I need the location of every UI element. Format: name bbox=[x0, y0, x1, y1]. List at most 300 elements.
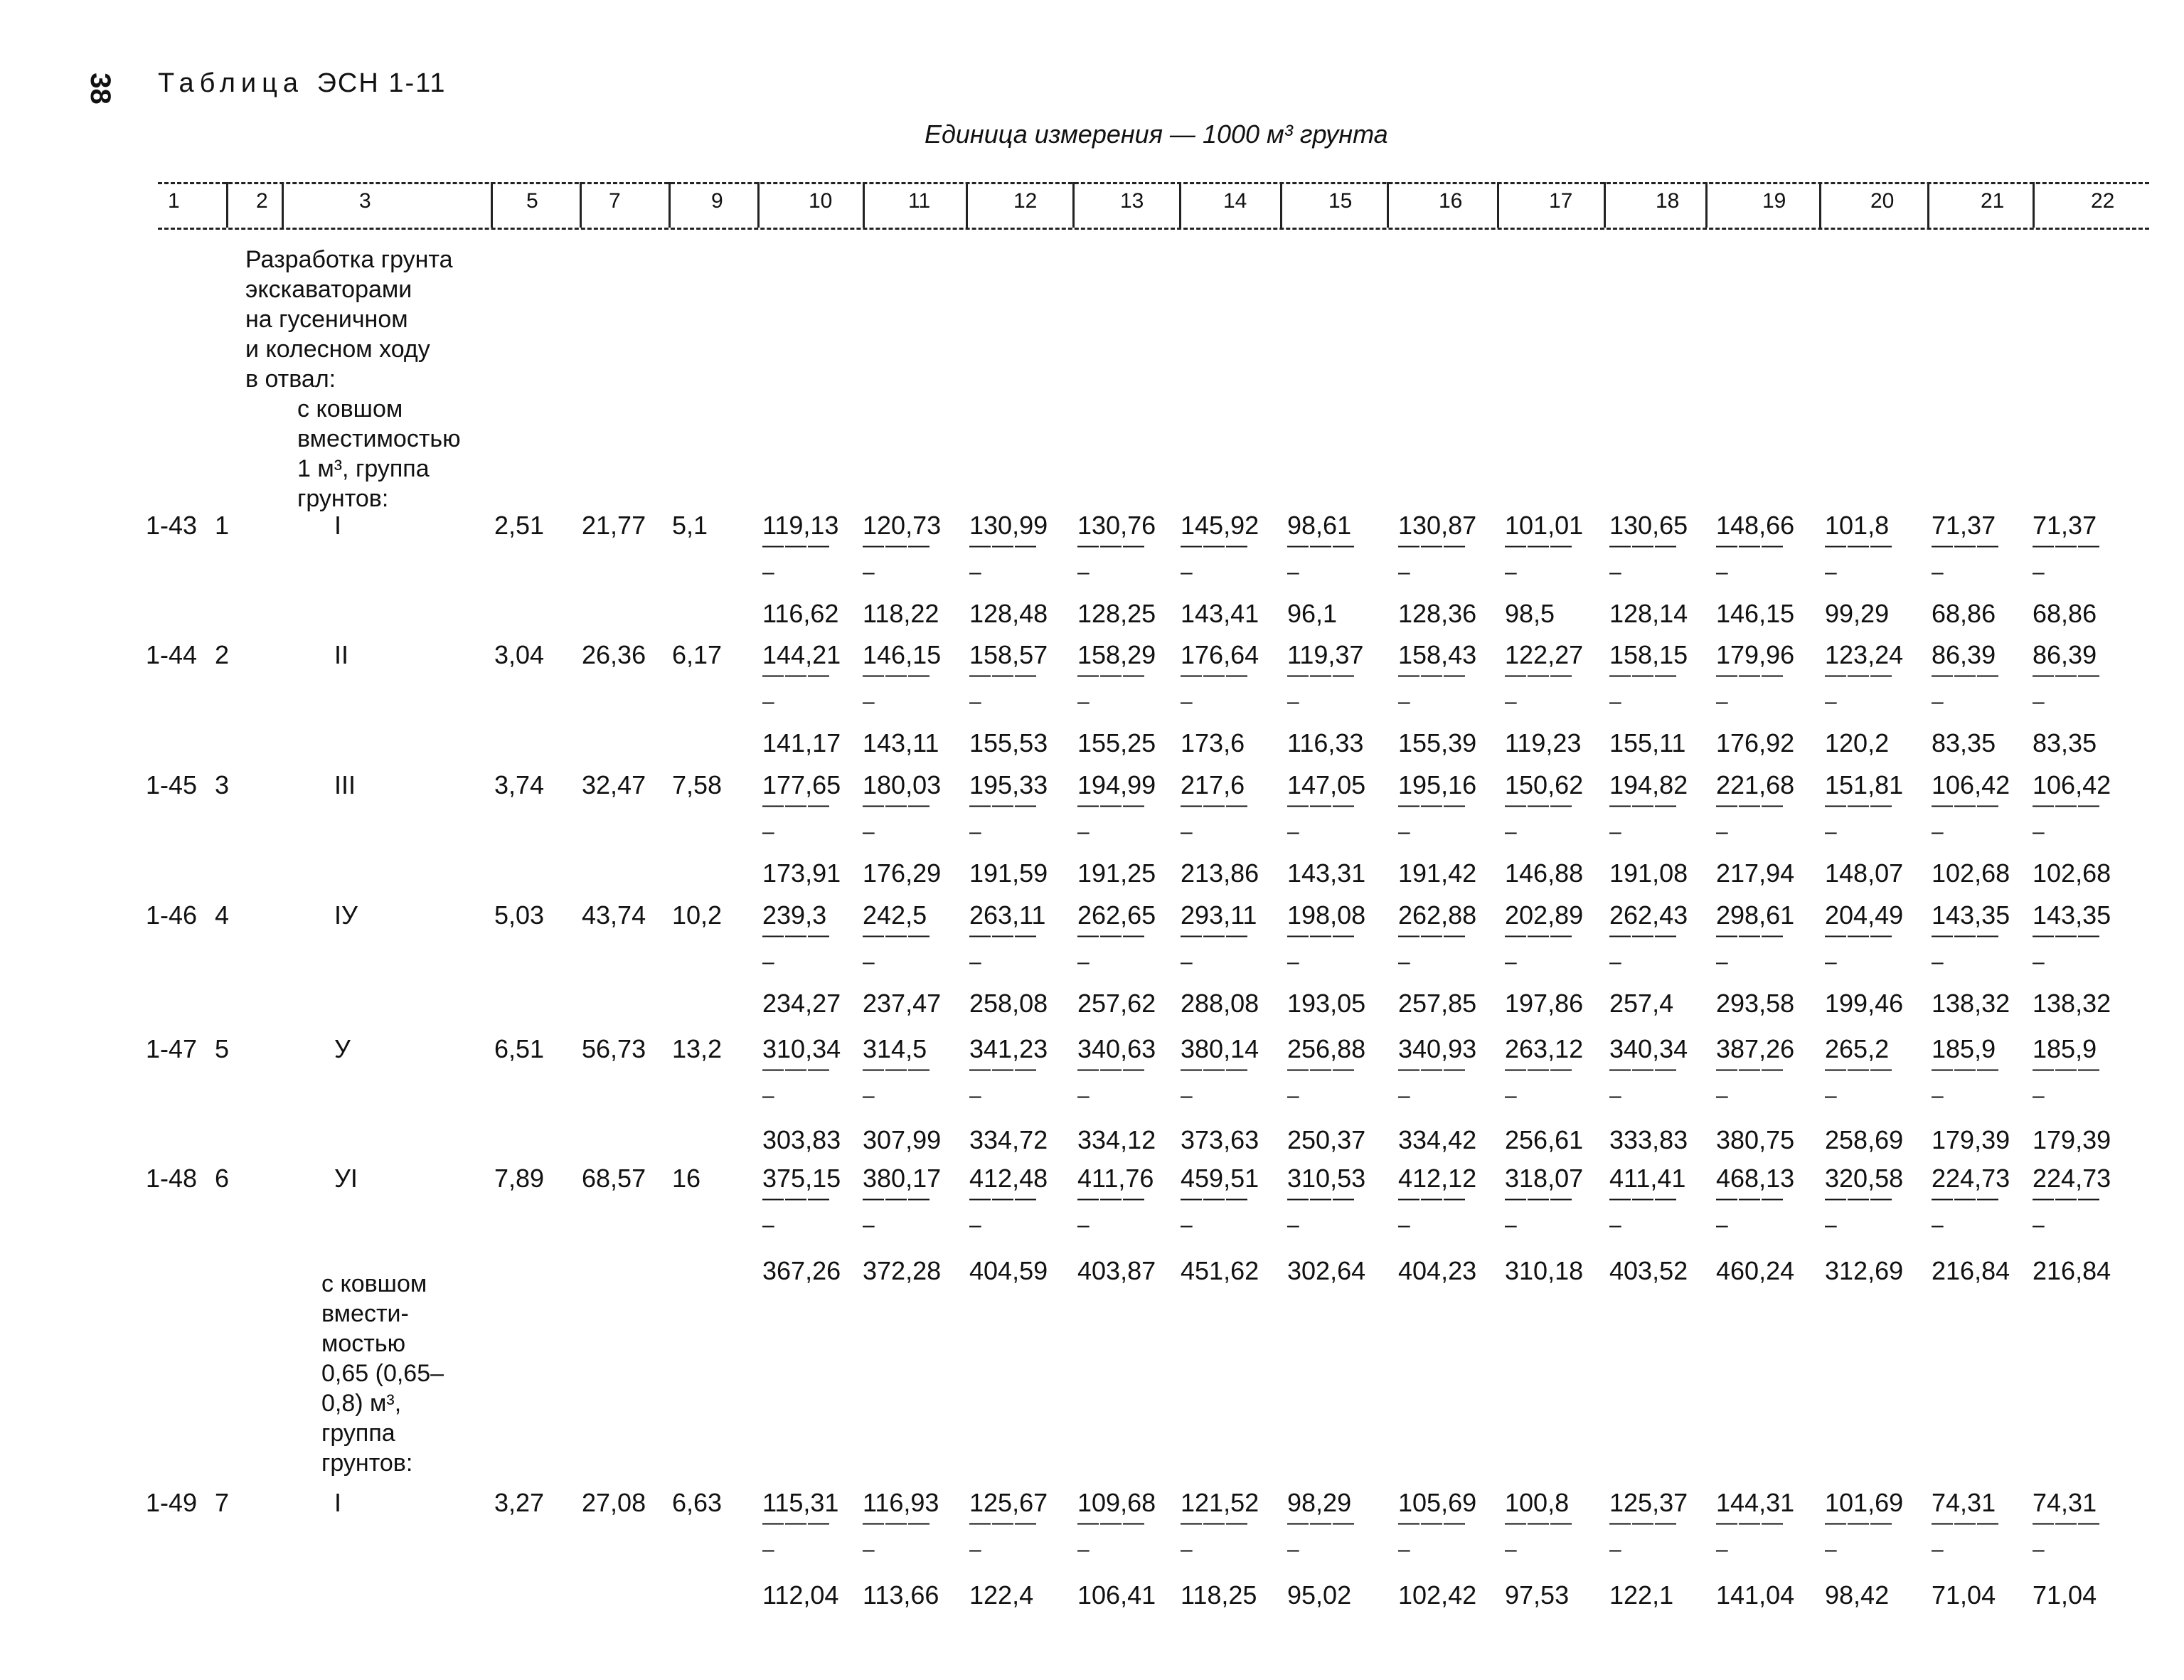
row-code: 1-46 bbox=[146, 900, 198, 930]
fraction-bar: ——— bbox=[1932, 1057, 2000, 1080]
value-numerator: 177,65 bbox=[762, 770, 841, 799]
fraction-tail: – bbox=[1287, 950, 1301, 974]
value-denominator: 173,91 bbox=[762, 858, 841, 888]
value-numerator: 265,2 bbox=[1825, 1034, 1890, 1063]
value-denominator: 302,64 bbox=[1287, 1256, 1366, 1285]
value-denominator: 143,41 bbox=[1181, 599, 1259, 628]
fraction-bar: ——— bbox=[1716, 533, 1784, 557]
description-bucket-1 bbox=[297, 394, 461, 514]
value-denominator: 122,1 bbox=[1609, 1580, 1674, 1610]
fraction-tail: – bbox=[1287, 560, 1301, 584]
fraction-bar: ——— bbox=[1077, 1057, 1146, 1080]
fraction-bar: ——— bbox=[762, 1511, 831, 1534]
fraction-tail: – bbox=[1398, 1213, 1412, 1237]
value-numerator: 125,67 bbox=[969, 1488, 1048, 1517]
row-number: 3 bbox=[215, 770, 230, 799]
row-code: 1-44 bbox=[146, 640, 198, 669]
value-numerator: 86,39 bbox=[1932, 640, 1996, 669]
fraction-tail: – bbox=[1077, 690, 1091, 713]
fraction-tail: – bbox=[1287, 1213, 1301, 1237]
description-main bbox=[245, 245, 452, 394]
header-column-divider bbox=[966, 182, 968, 228]
fraction-bar: ——— bbox=[1398, 1057, 1466, 1080]
fraction-tail: – bbox=[1077, 820, 1091, 844]
row-number: 4 bbox=[215, 900, 230, 930]
fraction-bar: ——— bbox=[1181, 1511, 1249, 1534]
value-denominator: 179,39 bbox=[1932, 1125, 2010, 1154]
fraction-bar: ——— bbox=[1825, 663, 1893, 686]
value-numerator: 387,26 bbox=[1716, 1034, 1795, 1063]
table-title bbox=[158, 68, 447, 99]
value-denominator: 97,53 bbox=[1505, 1580, 1570, 1610]
value-denominator: 216,84 bbox=[1932, 1256, 2010, 1285]
row-code: 1-43 bbox=[146, 511, 198, 540]
value-numerator: 143,35 bbox=[1932, 900, 2010, 930]
value-denominator: 68,86 bbox=[2033, 599, 2097, 628]
fraction-bar: ——— bbox=[2033, 923, 2101, 947]
description-line: и колесном ходу bbox=[245, 336, 430, 363]
fraction-bar: ——— bbox=[1932, 793, 2000, 817]
header-cell-12: 12 bbox=[1013, 189, 1038, 213]
value-denominator: 120,2 bbox=[1825, 728, 1890, 757]
fraction-bar: ——— bbox=[1181, 533, 1249, 557]
value-col-7: 43,74 bbox=[582, 900, 646, 930]
fraction-tail: – bbox=[1505, 820, 1518, 844]
value-col-5: 2,51 bbox=[494, 511, 545, 540]
header-cell-1: 1 bbox=[168, 189, 180, 213]
fraction-tail: – bbox=[1181, 820, 1194, 844]
value-denominator: 334,12 bbox=[1077, 1125, 1156, 1154]
value-numerator: 411,41 bbox=[1609, 1164, 1686, 1193]
fraction-bar: ——— bbox=[1077, 793, 1146, 817]
fraction-tail: – bbox=[1609, 950, 1623, 974]
header-cell-3: 3 bbox=[359, 189, 371, 213]
header-bottom-rule bbox=[158, 228, 2149, 230]
fraction-bar: ——— bbox=[2033, 793, 2101, 817]
value-numerator: 158,29 bbox=[1077, 640, 1156, 669]
value-numerator: 224,73 bbox=[2033, 1164, 2111, 1193]
value-numerator: 98,29 bbox=[1287, 1488, 1352, 1517]
value-numerator: 256,88 bbox=[1287, 1034, 1366, 1063]
value-denominator: 102,42 bbox=[1398, 1580, 1477, 1610]
description-bucket-065 bbox=[321, 1269, 444, 1478]
fraction-tail: – bbox=[2033, 820, 2046, 844]
value-denominator: 146,15 bbox=[1716, 599, 1795, 628]
fraction-tail: – bbox=[863, 820, 876, 844]
fraction-tail: – bbox=[1825, 1084, 1838, 1107]
fraction-bar: ——— bbox=[1505, 663, 1573, 686]
fraction-tail: – bbox=[1609, 1213, 1623, 1237]
value-denominator: 141,04 bbox=[1716, 1580, 1795, 1610]
header-column-divider bbox=[1387, 182, 1389, 228]
value-denominator: 128,14 bbox=[1609, 599, 1688, 628]
fraction-tail: – bbox=[1077, 950, 1091, 974]
fraction-tail: – bbox=[1609, 690, 1623, 713]
value-numerator: 121,52 bbox=[1181, 1488, 1259, 1517]
page-number: 38 bbox=[84, 73, 116, 105]
fraction-tail: – bbox=[1505, 1213, 1518, 1237]
fraction-bar: ——— bbox=[1505, 1511, 1573, 1534]
soil-group: III bbox=[334, 770, 356, 799]
fraction-tail: – bbox=[1609, 1084, 1623, 1107]
fraction-bar: ——— bbox=[1505, 533, 1573, 557]
value-numerator: 74,31 bbox=[1932, 1488, 1996, 1517]
value-denominator: 176,29 bbox=[863, 858, 942, 888]
value-numerator: 185,9 bbox=[2033, 1034, 2097, 1063]
soil-group: У bbox=[334, 1034, 351, 1063]
fraction-bar: ——— bbox=[762, 1057, 831, 1080]
header-column-divider bbox=[668, 182, 671, 228]
fraction-bar: ——— bbox=[1825, 1186, 1893, 1210]
fraction-tail: – bbox=[863, 1213, 876, 1237]
fraction-tail: – bbox=[1077, 1084, 1091, 1107]
header-column-divider bbox=[1604, 182, 1606, 228]
fraction-tail: – bbox=[1077, 1538, 1091, 1561]
header-column-divider bbox=[1497, 182, 1499, 228]
unit-line: Единица измерения — 1000 м³ грунта bbox=[925, 119, 1388, 149]
fraction-bar: ——— bbox=[762, 923, 831, 947]
header-column-divider bbox=[491, 182, 493, 228]
description-line: грунтов: bbox=[297, 485, 389, 512]
value-denominator: 173,6 bbox=[1181, 728, 1245, 757]
description-line: вмести- bbox=[321, 1300, 409, 1327]
value-denominator: 122,4 bbox=[969, 1580, 1034, 1610]
fraction-tail: – bbox=[1181, 1213, 1194, 1237]
header-cell-15: 15 bbox=[1328, 189, 1353, 213]
fraction-bar: ——— bbox=[2033, 1511, 2101, 1534]
value-numerator: 310,34 bbox=[762, 1034, 841, 1063]
value-denominator: 213,86 bbox=[1181, 858, 1259, 888]
value-numerator: 459,51 bbox=[1181, 1164, 1259, 1193]
fraction-bar: ——— bbox=[1825, 533, 1893, 557]
value-numerator: 194,82 bbox=[1609, 770, 1688, 799]
fraction-bar: ——— bbox=[863, 793, 931, 817]
value-numerator: 122,27 bbox=[1505, 640, 1584, 669]
value-denominator: 155,39 bbox=[1398, 728, 1477, 757]
value-col-5: 7,89 bbox=[494, 1164, 545, 1193]
value-numerator: 262,88 bbox=[1398, 900, 1477, 930]
value-numerator: 120,73 bbox=[863, 511, 942, 540]
fraction-bar: ——— bbox=[1287, 923, 1355, 947]
value-denominator: 191,25 bbox=[1077, 858, 1156, 888]
value-numerator: 146,15 bbox=[863, 640, 942, 669]
value-numerator: 263,11 bbox=[969, 900, 1046, 930]
fraction-tail: – bbox=[1398, 1084, 1412, 1107]
value-denominator: 293,58 bbox=[1716, 989, 1795, 1018]
value-denominator: 334,72 bbox=[969, 1125, 1048, 1154]
value-numerator: 130,65 bbox=[1609, 511, 1688, 540]
header-column-divider bbox=[2033, 182, 2035, 228]
description-line: с ковшом bbox=[297, 395, 403, 422]
value-denominator: 98,5 bbox=[1505, 599, 1555, 628]
value-denominator: 234,27 bbox=[762, 989, 841, 1018]
value-denominator: 333,83 bbox=[1609, 1125, 1688, 1154]
fraction-bar: ——— bbox=[1609, 1057, 1678, 1080]
value-numerator: 195,33 bbox=[969, 770, 1048, 799]
fraction-tail: – bbox=[1825, 820, 1838, 844]
value-numerator: 100,8 bbox=[1505, 1488, 1570, 1517]
fraction-tail: – bbox=[1932, 1538, 1945, 1561]
fraction-tail: – bbox=[1825, 1538, 1838, 1561]
header-column-divider bbox=[1705, 182, 1708, 228]
value-denominator: 106,41 bbox=[1077, 1580, 1156, 1610]
fraction-tail: – bbox=[1181, 560, 1194, 584]
value-denominator: 256,61 bbox=[1505, 1125, 1584, 1154]
header-cell-9: 9 bbox=[711, 189, 723, 213]
value-numerator: 71,37 bbox=[1932, 511, 1996, 540]
value-numerator: 147,05 bbox=[1287, 770, 1366, 799]
fraction-bar: ——— bbox=[1716, 793, 1784, 817]
fraction-bar: ——— bbox=[762, 793, 831, 817]
fraction-tail: – bbox=[1825, 1213, 1838, 1237]
fraction-bar: ——— bbox=[762, 1186, 831, 1210]
value-denominator: 404,59 bbox=[969, 1256, 1048, 1285]
row-number: 1 bbox=[215, 511, 230, 540]
value-numerator: 185,9 bbox=[1932, 1034, 1996, 1063]
value-numerator: 176,64 bbox=[1181, 640, 1259, 669]
value-denominator: 112,04 bbox=[762, 1580, 839, 1610]
header-cell-5: 5 bbox=[526, 189, 538, 213]
value-numerator: 293,11 bbox=[1181, 900, 1257, 930]
header-column-divider bbox=[1280, 182, 1282, 228]
value-denominator: 373,63 bbox=[1181, 1125, 1259, 1154]
value-denominator: 155,11 bbox=[1609, 728, 1686, 757]
fraction-tail: – bbox=[1825, 950, 1838, 974]
description-line: 0,8) м³, bbox=[321, 1390, 402, 1417]
value-numerator: 101,69 bbox=[1825, 1488, 1904, 1517]
fraction-bar: ——— bbox=[1932, 533, 2000, 557]
fraction-tail: – bbox=[2033, 1538, 2046, 1561]
value-denominator: 113,66 bbox=[863, 1580, 939, 1610]
value-denominator: 99,29 bbox=[1825, 599, 1890, 628]
value-numerator: 148,66 bbox=[1716, 511, 1795, 540]
row-number: 7 bbox=[215, 1488, 230, 1517]
fraction-bar: ——— bbox=[969, 1186, 1038, 1210]
row-code: 1-48 bbox=[146, 1164, 198, 1193]
description-line: вместимостью bbox=[297, 425, 461, 452]
value-numerator: 145,92 bbox=[1181, 511, 1259, 540]
fraction-tail: – bbox=[1716, 950, 1730, 974]
value-numerator: 106,42 bbox=[2033, 770, 2111, 799]
header-column-divider bbox=[1819, 182, 1821, 228]
header-top-rule bbox=[158, 182, 2149, 184]
value-numerator: 143,35 bbox=[2033, 900, 2111, 930]
fraction-bar: ——— bbox=[969, 533, 1038, 557]
value-denominator: 217,94 bbox=[1716, 858, 1795, 888]
value-denominator: 155,53 bbox=[969, 728, 1048, 757]
fraction-bar: ——— bbox=[1077, 533, 1146, 557]
value-col-7: 26,36 bbox=[582, 640, 646, 669]
value-col-5: 6,51 bbox=[494, 1034, 545, 1063]
header-cell-11: 11 bbox=[908, 189, 931, 213]
value-denominator: 451,62 bbox=[1181, 1256, 1259, 1285]
value-denominator: 146,88 bbox=[1505, 858, 1584, 888]
fraction-tail: – bbox=[863, 1538, 876, 1561]
fraction-bar: ——— bbox=[863, 663, 931, 686]
value-denominator: 119,23 bbox=[1505, 728, 1582, 757]
fraction-tail: – bbox=[2033, 1213, 2046, 1237]
value-denominator: 334,42 bbox=[1398, 1125, 1477, 1154]
value-denominator: 460,24 bbox=[1716, 1256, 1795, 1285]
value-denominator: 193,05 bbox=[1287, 989, 1366, 1018]
fraction-tail: – bbox=[1609, 1538, 1623, 1561]
value-numerator: 242,5 bbox=[863, 900, 927, 930]
value-denominator: 257,62 bbox=[1077, 989, 1156, 1018]
fraction-bar: ——— bbox=[863, 1057, 931, 1080]
fraction-bar: ——— bbox=[1287, 1186, 1355, 1210]
fraction-bar: ——— bbox=[762, 663, 831, 686]
fraction-tail: – bbox=[1609, 560, 1623, 584]
value-denominator: 403,87 bbox=[1077, 1256, 1156, 1285]
fraction-bar: ——— bbox=[1077, 663, 1146, 686]
fraction-tail: – bbox=[1932, 1084, 1945, 1107]
value-numerator: 130,76 bbox=[1077, 511, 1156, 540]
fraction-bar: ——— bbox=[1505, 1057, 1573, 1080]
value-denominator: 71,04 bbox=[2033, 1580, 2097, 1610]
value-denominator: 303,83 bbox=[762, 1125, 841, 1154]
value-numerator: 202,89 bbox=[1505, 900, 1584, 930]
fraction-bar: ——— bbox=[1505, 923, 1573, 947]
fraction-bar: ——— bbox=[863, 533, 931, 557]
value-numerator: 144,31 bbox=[1716, 1488, 1795, 1517]
value-numerator: 106,42 bbox=[1932, 770, 2010, 799]
fraction-tail: – bbox=[762, 690, 776, 713]
value-numerator: 340,63 bbox=[1077, 1034, 1156, 1063]
value-denominator: 118,25 bbox=[1181, 1580, 1257, 1610]
value-denominator: 138,32 bbox=[1932, 989, 2010, 1018]
value-col-5: 3,04 bbox=[494, 640, 545, 669]
value-numerator: 158,43 bbox=[1398, 640, 1477, 669]
value-denominator: 116,62 bbox=[762, 599, 839, 628]
value-denominator: 250,37 bbox=[1287, 1125, 1366, 1154]
value-col-5: 5,03 bbox=[494, 900, 545, 930]
header-column-divider bbox=[1072, 182, 1075, 228]
description-line: мостью bbox=[321, 1330, 406, 1357]
value-numerator: 380,14 bbox=[1181, 1034, 1259, 1063]
value-numerator: 86,39 bbox=[2033, 640, 2097, 669]
value-numerator: 179,96 bbox=[1716, 640, 1795, 669]
value-numerator: 198,08 bbox=[1287, 900, 1366, 930]
value-denominator: 98,42 bbox=[1825, 1580, 1890, 1610]
value-numerator: 221,68 bbox=[1716, 770, 1795, 799]
value-denominator: 102,68 bbox=[1932, 858, 2010, 888]
fraction-tail: – bbox=[969, 1538, 983, 1561]
fraction-bar: ——— bbox=[1825, 923, 1893, 947]
value-denominator: 138,32 bbox=[2033, 989, 2111, 1018]
value-denominator: 128,25 bbox=[1077, 599, 1156, 628]
fraction-tail: – bbox=[1932, 1213, 1945, 1237]
header-cell-16: 16 bbox=[1439, 189, 1463, 213]
table-title-word: Таблица bbox=[158, 68, 304, 98]
fraction-bar: ——— bbox=[1609, 533, 1678, 557]
value-col-9: 6,17 bbox=[672, 640, 723, 669]
description-line: в отвал: bbox=[245, 366, 336, 393]
value-numerator: 314,5 bbox=[863, 1034, 927, 1063]
value-col-9: 5,1 bbox=[672, 511, 708, 540]
fraction-bar: ——— bbox=[1398, 923, 1466, 947]
fraction-tail: – bbox=[863, 950, 876, 974]
fraction-bar: ——— bbox=[1181, 663, 1249, 686]
fraction-tail: – bbox=[1716, 690, 1730, 713]
fraction-bar: ——— bbox=[1825, 793, 1893, 817]
fraction-tail: – bbox=[2033, 560, 2046, 584]
description-line: 0,65 (0,65– bbox=[321, 1360, 444, 1387]
value-denominator: 148,07 bbox=[1825, 858, 1904, 888]
fraction-tail: – bbox=[1398, 1538, 1412, 1561]
row-code: 1-49 bbox=[146, 1488, 198, 1517]
header-cell-21: 21 bbox=[1981, 189, 2005, 213]
value-denominator: 143,31 bbox=[1287, 858, 1366, 888]
fraction-tail: – bbox=[969, 1084, 983, 1107]
fraction-bar: ——— bbox=[969, 1511, 1038, 1534]
value-numerator: 341,23 bbox=[969, 1034, 1048, 1063]
fraction-bar: ——— bbox=[863, 923, 931, 947]
fraction-tail: – bbox=[1825, 560, 1838, 584]
fraction-tail: – bbox=[1398, 820, 1412, 844]
value-denominator: 96,1 bbox=[1287, 599, 1338, 628]
value-denominator: 83,35 bbox=[2033, 728, 2097, 757]
value-denominator: 179,39 bbox=[2033, 1125, 2111, 1154]
value-numerator: 194,99 bbox=[1077, 770, 1156, 799]
fraction-tail: – bbox=[1505, 690, 1518, 713]
fraction-tail: – bbox=[1287, 1084, 1301, 1107]
value-denominator: 257,4 bbox=[1609, 989, 1674, 1018]
value-numerator: 98,61 bbox=[1287, 511, 1352, 540]
fraction-bar: ——— bbox=[1716, 1511, 1784, 1534]
row-code: 1-45 bbox=[146, 770, 198, 799]
fraction-tail: – bbox=[762, 1084, 776, 1107]
value-numerator: 239,3 bbox=[762, 900, 827, 930]
value-numerator: 340,34 bbox=[1609, 1034, 1688, 1063]
value-numerator: 262,65 bbox=[1077, 900, 1156, 930]
header-cell-17: 17 bbox=[1549, 189, 1573, 213]
value-numerator: 71,37 bbox=[2033, 511, 2097, 540]
fraction-bar: ——— bbox=[1181, 923, 1249, 947]
header-column-divider bbox=[1179, 182, 1181, 228]
fraction-bar: ——— bbox=[1716, 1186, 1784, 1210]
fraction-tail: – bbox=[1716, 1084, 1730, 1107]
value-numerator: 411,76 bbox=[1077, 1164, 1154, 1193]
fraction-tail: – bbox=[1287, 1538, 1301, 1561]
fraction-bar: ——— bbox=[1287, 1057, 1355, 1080]
fraction-tail: – bbox=[1181, 1084, 1194, 1107]
fraction-tail: – bbox=[1932, 690, 1945, 713]
fraction-bar: ——— bbox=[969, 1057, 1038, 1080]
value-denominator: 191,59 bbox=[969, 858, 1048, 888]
fraction-tail: – bbox=[1505, 1084, 1518, 1107]
value-denominator: 288,08 bbox=[1181, 989, 1259, 1018]
fraction-tail: – bbox=[969, 950, 983, 974]
value-denominator: 258,08 bbox=[969, 989, 1048, 1018]
value-numerator: 130,99 bbox=[969, 511, 1048, 540]
fraction-tail: – bbox=[863, 1084, 876, 1107]
row-number: 2 bbox=[215, 640, 230, 669]
fraction-tail: – bbox=[1932, 820, 1945, 844]
value-numerator: 130,87 bbox=[1398, 511, 1477, 540]
value-numerator: 412,48 bbox=[969, 1164, 1048, 1193]
value-denominator: 71,04 bbox=[1932, 1580, 1996, 1610]
fraction-tail: – bbox=[762, 820, 776, 844]
fraction-bar: ——— bbox=[1932, 663, 2000, 686]
description-line: грунтов: bbox=[321, 1450, 413, 1477]
value-numerator: 74,31 bbox=[2033, 1488, 2097, 1517]
value-numerator: 119,37 bbox=[1287, 640, 1364, 669]
fraction-bar: ——— bbox=[969, 923, 1038, 947]
fraction-tail: – bbox=[1505, 560, 1518, 584]
header-cell-2: 2 bbox=[256, 189, 268, 213]
value-denominator: 258,69 bbox=[1825, 1125, 1904, 1154]
fraction-bar: ——— bbox=[1825, 1057, 1893, 1080]
